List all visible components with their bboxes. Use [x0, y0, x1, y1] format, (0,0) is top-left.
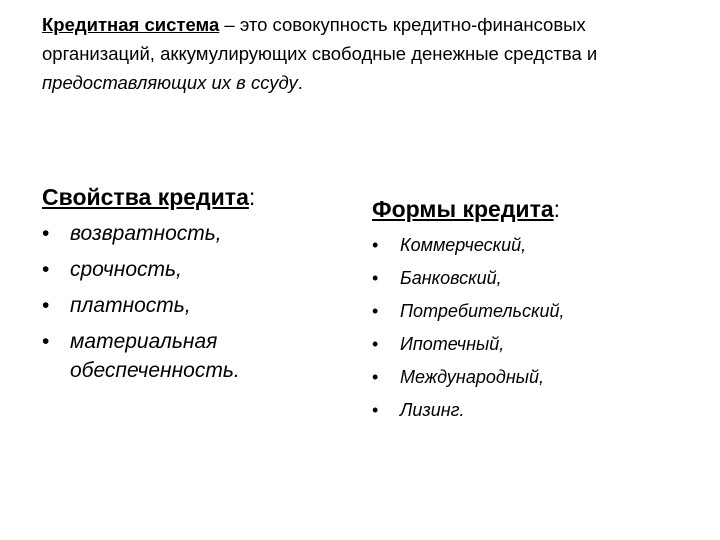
intro-end: .	[297, 72, 303, 93]
list-item	[42, 291, 342, 320]
properties-heading-colon: :	[248, 184, 256, 210]
list-item	[42, 327, 342, 385]
list-item	[372, 299, 692, 323]
list-item	[372, 233, 692, 257]
forms-heading	[372, 194, 692, 224]
bullet-icon: •	[42, 330, 50, 353]
bullet-icon: •	[42, 294, 50, 317]
forms-column	[372, 182, 692, 422]
list-item	[42, 219, 342, 248]
forms-list	[372, 233, 692, 422]
list-item-text: Международный,	[400, 367, 544, 387]
forms-heading-colon: :	[553, 196, 561, 222]
bullet-icon: •	[372, 334, 379, 354]
properties-heading	[42, 182, 342, 212]
properties-heading-text: Свойства кредита	[42, 184, 249, 210]
list-item-text: Потребительский,	[400, 301, 565, 321]
list-item	[372, 332, 692, 356]
properties-column	[42, 182, 342, 385]
list-item	[372, 266, 692, 290]
list-item-text: Лизинг.	[400, 400, 465, 420]
list-item	[372, 398, 692, 422]
list-item	[42, 255, 342, 284]
bullet-icon: •	[372, 400, 379, 420]
bullet-icon: •	[372, 235, 379, 255]
intro-term: Кредитная система	[42, 14, 220, 35]
list-item-text: Ипотечный,	[400, 334, 505, 354]
intro-definition: – это совокупность кредитно-финансовых организаций, аккумулирующих свободные денежные средства и	[42, 14, 598, 64]
list-item-text: платность,	[70, 294, 191, 317]
forms-heading-text: Формы кредита	[372, 196, 554, 222]
bullet-icon: •	[42, 258, 50, 281]
bullet-icon: •	[42, 222, 50, 245]
properties-list	[42, 219, 342, 385]
list-item-text: срочность,	[70, 258, 182, 281]
bullet-icon: •	[372, 268, 379, 288]
list-item	[372, 365, 692, 389]
intro-paragraph	[42, 10, 682, 97]
list-item-text: возвратность,	[70, 222, 222, 245]
list-item-text: материальная обеспеченность.	[70, 330, 240, 382]
intro-emphasis: предоставляющих их в ссуду	[42, 72, 298, 93]
bullet-icon: •	[372, 301, 379, 321]
bullet-icon: •	[372, 367, 379, 387]
list-item-text: Банковский,	[400, 268, 502, 288]
list-item-text: Коммерческий,	[400, 235, 527, 255]
